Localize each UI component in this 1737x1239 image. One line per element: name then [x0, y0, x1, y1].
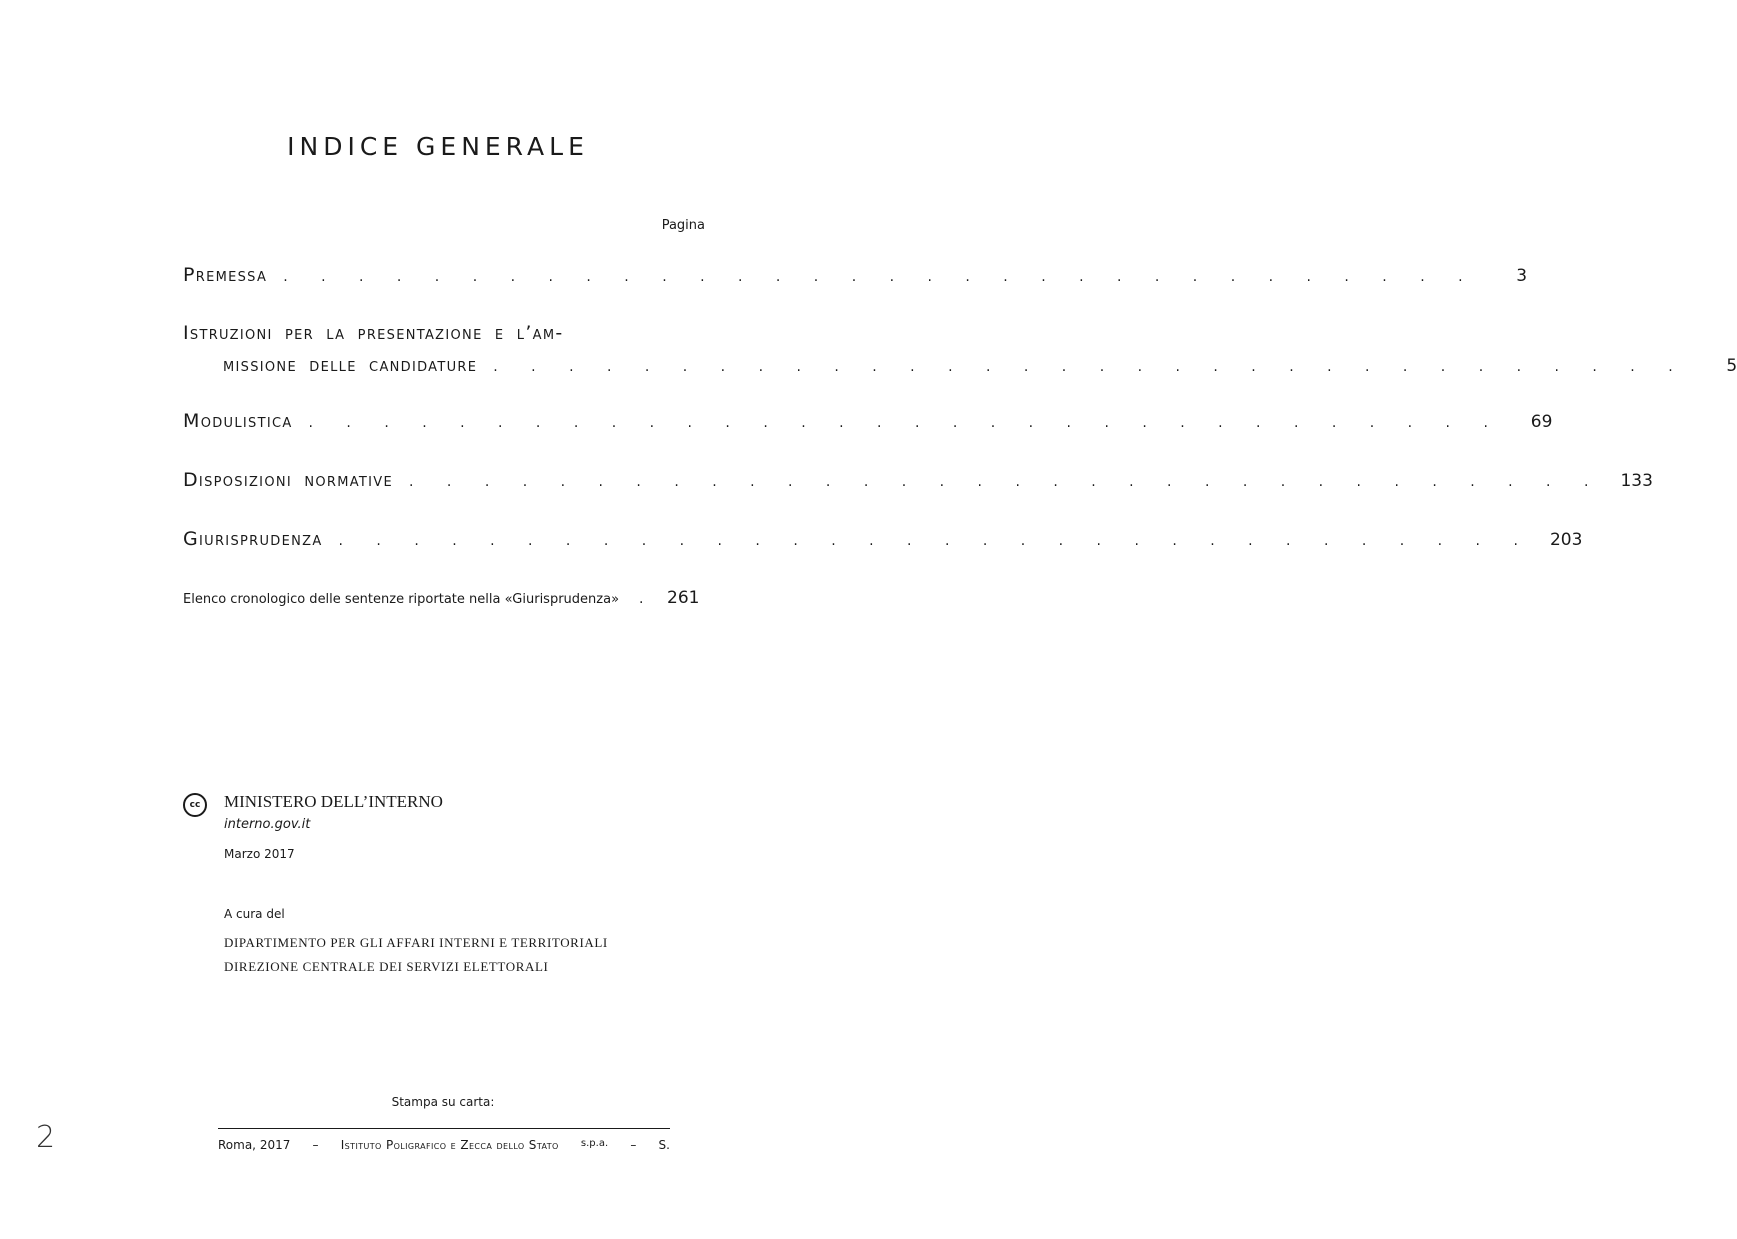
- page-number: 2: [36, 1120, 56, 1155]
- dot-leader: .: [639, 591, 644, 607]
- dot-leader: . . . . . . . . . . . . . . . . . . . . . . . . . . . . . . . .: [308, 415, 1503, 431]
- ministry-website-link[interactable]: interno.gov.it: [224, 817, 311, 832]
- toc-entry-page: 3: [1516, 266, 1528, 286]
- toc-entry-label: missione delle candidature: [223, 354, 478, 376]
- toc-entry-modulistica[interactable]: [183, 410, 1553, 432]
- ministry-name: MINISTERO DELL’INTERNO: [224, 792, 443, 811]
- page-column-header: Pagina: [661, 218, 705, 233]
- toc-entry-istruzioni-continued[interactable]: [183, 354, 1737, 376]
- dot-leader: . . . . . . . . . . . . . . . . . . . . . . . . . . . . . . . .: [283, 269, 1478, 285]
- toc-entry-label: Disposizioni normative: [183, 469, 394, 491]
- dot-leader: . . . . . . . . . . . . . . . . . . . . . . . . . . . . . . . .: [338, 533, 1533, 549]
- toc-entry-label: Istruzioni per la presentazione e l’am-: [183, 322, 564, 344]
- dot-leader: . . . . . . . . . . . . . . . . . . . . . . . . . . . . . . . .: [409, 474, 1603, 490]
- toc-entry-elenco[interactable]: [183, 588, 703, 608]
- toc-entry-page: 5: [1726, 356, 1737, 376]
- department-name: DIPARTIMENTO PER GLI AFFARI INTERNI E TERRITORIALI: [224, 935, 608, 950]
- imprint-dash: –: [312, 1138, 319, 1152]
- imprint-dash: –: [630, 1138, 637, 1152]
- toc-entry-premessa[interactable]: [183, 264, 1528, 286]
- toc-entry-page: 261: [667, 588, 700, 608]
- print-note: Stampa su carta:: [391, 1095, 495, 1109]
- imprint-city-year: Roma, 2017: [218, 1138, 291, 1152]
- imprint-line: [218, 1138, 670, 1152]
- toc-entry-page: 203: [1549, 530, 1583, 550]
- toc-entry-disposizioni[interactable]: [183, 469, 1653, 491]
- toc-entry-istruzioni[interactable]: [183, 322, 703, 344]
- toc-entry-label: Premessa: [183, 264, 268, 286]
- toc-entry-label: Giurisprudenza: [183, 528, 323, 550]
- toc-entry-page: 133: [1620, 471, 1653, 491]
- dot-leader: . . . . . . . . . . . . . . . . . . . . . . . . . . . . . . . .: [493, 359, 1688, 375]
- page-title: INDICE GENERALE: [287, 132, 589, 161]
- imprint-tail: S.: [658, 1138, 670, 1152]
- creative-commons-icon: cc: [183, 793, 207, 817]
- publication-date: Marzo 2017: [224, 847, 295, 861]
- footer-divider: [218, 1128, 670, 1129]
- toc-entry-page: 69: [1530, 412, 1553, 432]
- toc-entry-label: Modulistica: [183, 410, 293, 432]
- curated-by-label: A cura del: [224, 907, 285, 921]
- imprint-spa: s.p.a.: [580, 1138, 609, 1149]
- imprint-publisher: Istituto Poligrafico e Zecca dello Stato: [340, 1138, 559, 1152]
- directorate-name: DIREZIONE CENTRALE DEI SERVIZI ELETTORALI: [224, 959, 549, 974]
- toc-entry-giurisprudenza[interactable]: [183, 528, 1583, 550]
- toc-entry-label: Elenco cronologico delle sentenze riportate nella «Giurisprudenza»: [183, 592, 620, 607]
